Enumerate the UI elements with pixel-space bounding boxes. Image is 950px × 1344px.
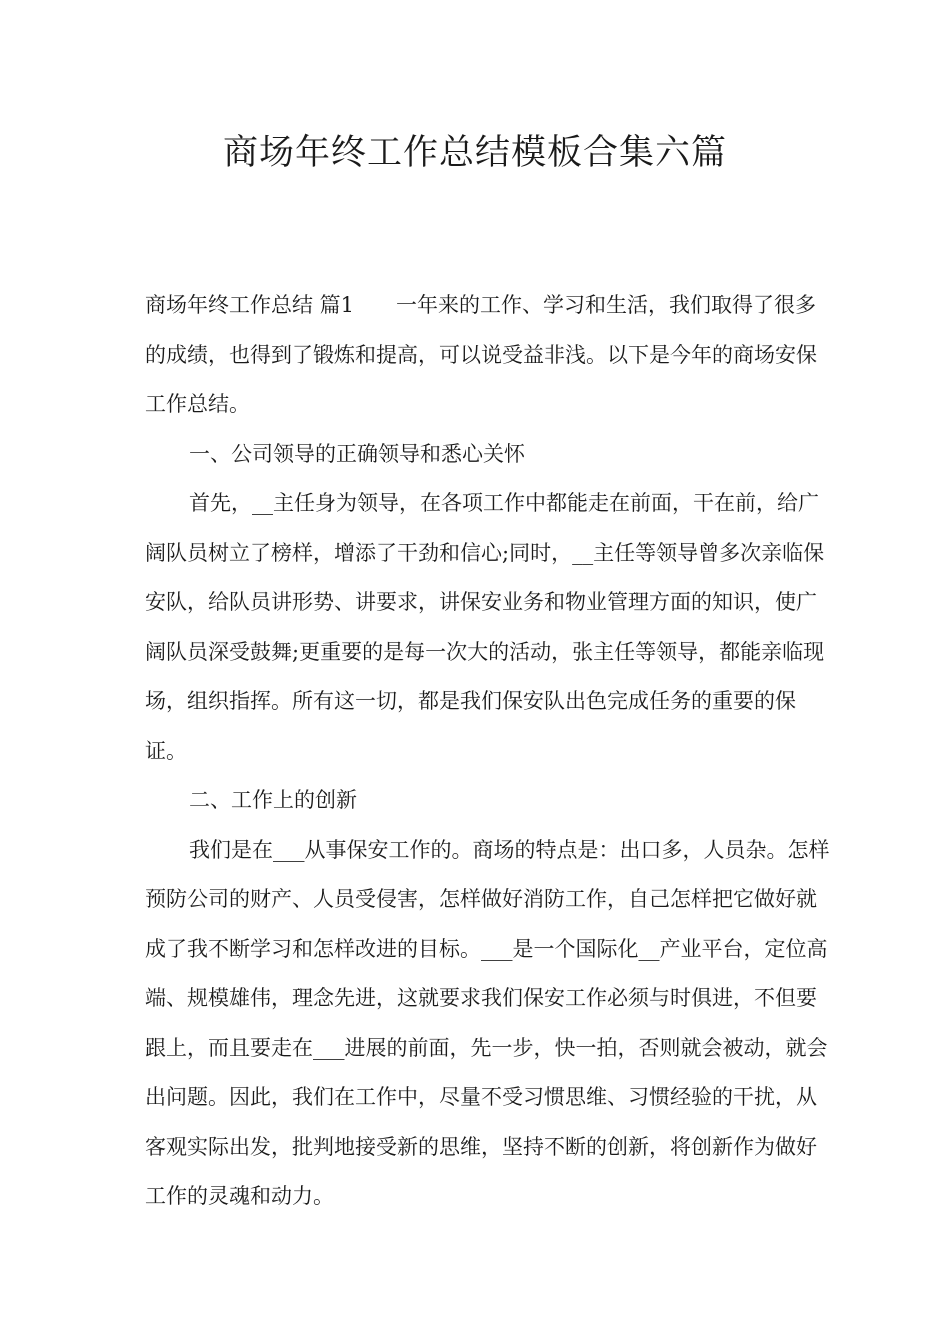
section-heading-innovation: 二、工作上的创新 bbox=[189, 788, 357, 812]
document-title: 商场年终工作总结模板合集六篇 bbox=[222, 133, 727, 173]
paragraph-leadership: 首先，__主任身为领导，在各项工作中都能走在前面，干在前，给广阔队员树立了榜样，增添了干劲和信心;同时，__主任等领导曾多次亲临保安队，给队员讲形势、讲要求，讲保安业务和物业管理方面的知识，使广阔队员深受鼓舞;更重要的是每一次大的活动，张主任等领导，都能亲临现场，组织指挥。所有这一切，都是我们保安队出色完成任务的重要的保证。 bbox=[145, 491, 825, 763]
paragraph-innovation: 我们是在___从事保安工作的。商场的特点是：出口多，人员杂。怎样预防公司的财产、人员受侵害，怎样做好消防工作，自己怎样把它做好就成了我不断学习和怎样改进的目标。___是一个国际化__产业平台，定位高端、规模雄伟，理念先进，这就要求我们保安工作必须与时俱进，不但要跟上，而且要走在___进展的前面，先一步，快一拍，否则就会被动，就会出问题。因此，我们在工作中，尽量不受习惯思维、习惯经验的干扰，从客观实际出发，批判地接受新的思维，坚持不断的创新，将创新作为做好工作的灵魂和动力。 bbox=[145, 837, 830, 1208]
document-body bbox=[145, 281, 835, 1222]
section-heading-leadership: 一、公司领导的正确领导和悉心关怀 bbox=[189, 441, 525, 466]
paragraph-intro: 商场年终工作总结 篇1 一年来的工作、学习和生活，我们取得了很多的成绩，也得到了锻炼和提高，可以说受益非浅。以下是今年的商场安保工作总结。 bbox=[145, 293, 817, 416]
